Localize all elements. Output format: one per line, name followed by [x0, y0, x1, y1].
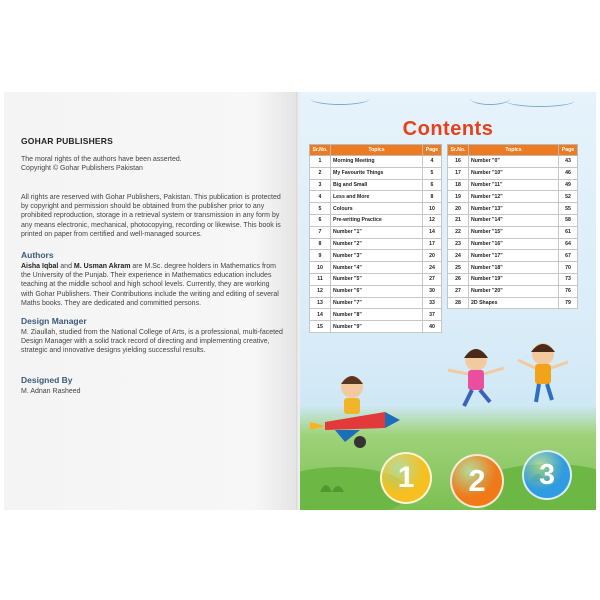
- row-page-number: 27: [423, 273, 442, 285]
- illustration-scene: [300, 342, 596, 510]
- row-topic: Pre-writing Practice: [331, 214, 423, 226]
- left-page: [4, 92, 298, 510]
- designed-by-text: M. Adnan Rasheed: [21, 388, 81, 395]
- row-page-number: 79: [559, 297, 578, 309]
- row-topic: Number "11": [469, 179, 559, 191]
- row-page-number: 46: [559, 167, 578, 179]
- number-ball-1: 1: [380, 452, 432, 504]
- row-topic: My Favourite Things: [331, 167, 423, 179]
- row-page-number: 24: [423, 262, 442, 274]
- moral-rights-block: [21, 155, 283, 173]
- header-sr: Sr.No.: [448, 145, 469, 156]
- table-row: [310, 309, 442, 321]
- row-page-number: 61: [559, 226, 578, 238]
- row-page-number: 70: [559, 262, 578, 274]
- table-row: [448, 238, 578, 250]
- row-sr-number: 16: [448, 156, 469, 168]
- row-topic: Colours: [331, 203, 423, 215]
- copyright-text: Copyright © Gohar Publishers Pakistan: [21, 165, 143, 173]
- row-topic: Number "19": [469, 273, 559, 285]
- open-book: [4, 92, 596, 510]
- row-topic: Number "13": [469, 203, 559, 215]
- row-topic: Number "8": [331, 309, 423, 321]
- row-page-number: 64: [559, 238, 578, 250]
- row-sr-number: 1: [310, 156, 331, 168]
- row-sr-number: 2: [310, 167, 331, 179]
- row-sr-number: 20: [448, 203, 469, 215]
- row-topic: Number "16": [469, 238, 559, 250]
- row-sr-number: 25: [448, 262, 469, 274]
- header-topics: Topics: [469, 145, 559, 156]
- rights-text: All rights are reserved with Gohar Publishers, Pakistan. This publication is protected by copyright and permission should be obtained from the publisher prior to any prohibited reproduction, storage in a retrieval system or transmission in any form by any means electronic, mechanical, photocopying, recording or likewise. This book is printed on paper from certified and well-managed sources.: [21, 194, 281, 238]
- table-row: [448, 250, 578, 262]
- number-ball-2: 2: [450, 454, 504, 508]
- authors-paragraph: [21, 262, 283, 308]
- header-page: Page: [423, 145, 442, 156]
- table-row: [310, 297, 442, 309]
- row-page-number: 33: [423, 297, 442, 309]
- row-topic: Number "0": [469, 156, 559, 168]
- authors-heading: Authors: [21, 250, 54, 260]
- table-row: [310, 179, 442, 191]
- design-manager-text: M. Ziaullah, studied from the National College of Arts, is a professional, multi-faceted Design Manager with a solid track record of directing and implementing creative, strategic and innovative designs yielding successful results.: [21, 329, 283, 355]
- table-header-row: [448, 145, 578, 156]
- row-page-number: 58: [559, 214, 578, 226]
- row-topic: Number "1": [331, 226, 423, 238]
- row-sr-number: 9: [310, 250, 331, 262]
- row-page-number: 12: [423, 214, 442, 226]
- authors-and: and: [58, 263, 74, 270]
- row-topic: Number "5": [331, 273, 423, 285]
- row-page-number: 43: [559, 156, 578, 168]
- row-topic: Number "10": [469, 167, 559, 179]
- row-topic: Number "20": [469, 285, 559, 297]
- row-topic: Number "2": [331, 238, 423, 250]
- right-page: [300, 92, 596, 510]
- row-page-number: 40: [423, 321, 442, 333]
- row-sr-number: 19: [448, 191, 469, 203]
- row-topic: Number "9": [331, 321, 423, 333]
- row-sr-number: 22: [448, 226, 469, 238]
- table-row: [448, 167, 578, 179]
- row-page-number: 8: [423, 191, 442, 203]
- row-sr-number: 13: [310, 297, 331, 309]
- row-sr-number: 4: [310, 191, 331, 203]
- girl-jumping-illustration: [448, 349, 504, 406]
- table-row: [310, 238, 442, 250]
- row-topic: Number "17": [469, 250, 559, 262]
- table-row: [310, 203, 442, 215]
- row-topic: Number "7": [331, 297, 423, 309]
- row-sr-number: 8: [310, 238, 331, 250]
- row-topic: Number "15": [469, 226, 559, 238]
- row-sr-number: 27: [448, 285, 469, 297]
- row-sr-number: 23: [448, 238, 469, 250]
- row-page-number: 5: [423, 167, 442, 179]
- header-page: Page: [559, 145, 578, 156]
- row-page-number: 17: [423, 238, 442, 250]
- publisher-title: GOHAR PUBLISHERS: [21, 136, 113, 146]
- row-page-number: 73: [559, 273, 578, 285]
- row-page-number: 14: [423, 226, 442, 238]
- table-row: [310, 321, 442, 333]
- row-page-number: 67: [559, 250, 578, 262]
- cloud-decoration: [310, 92, 370, 105]
- row-page-number: 37: [423, 309, 442, 321]
- table-row: [310, 191, 442, 203]
- table-row: [310, 262, 442, 274]
- row-sr-number: 10: [310, 262, 331, 274]
- authors-bio: are M.Sc. degree holders in Mathematics from the University of the Punjab. Their experience in Mathematics education includes teaching at the middle school and high school levels. Currently, they are working with Gohar Publishers. Their Contributions include the writing and editing of several Maths books. They are dedicated and committed persons.: [21, 263, 279, 307]
- row-page-number: 49: [559, 179, 578, 191]
- row-page-number: 6: [423, 179, 442, 191]
- row-page-number: 10: [423, 203, 442, 215]
- table-row: [310, 156, 442, 168]
- row-topic: Less and More: [331, 191, 423, 203]
- table-row: [448, 285, 578, 297]
- row-topic: Big and Small: [331, 179, 423, 191]
- row-sr-number: 28: [448, 297, 469, 309]
- row-sr-number: 5: [310, 203, 331, 215]
- row-topic: Number "18": [469, 262, 559, 274]
- row-page-number: 52: [559, 191, 578, 203]
- row-topic: Number "14": [469, 214, 559, 226]
- boy-on-rocket-illustration: [341, 376, 363, 414]
- row-topic: Number "12": [469, 191, 559, 203]
- row-page-number: 55: [559, 203, 578, 215]
- row-topic: Number "3": [331, 250, 423, 262]
- cloud-decoration: [470, 92, 510, 105]
- row-topic: 2D Shapes: [469, 297, 559, 309]
- row-sr-number: 21: [448, 214, 469, 226]
- rocket-illustration: [310, 412, 400, 448]
- table-row: [448, 262, 578, 274]
- boy-jumping-illustration: [518, 343, 568, 402]
- contents-table-left-body: [310, 156, 442, 333]
- header-sr: Sr.No.: [310, 145, 331, 156]
- table-row: [448, 179, 578, 191]
- contents-table-right-body: [448, 156, 578, 309]
- row-sr-number: 15: [310, 321, 331, 333]
- table-row: [448, 214, 578, 226]
- table-row: [448, 191, 578, 203]
- table-header-row: [310, 145, 442, 156]
- contents-title: Contents: [402, 118, 494, 140]
- table-row: [448, 226, 578, 238]
- table-row: [310, 214, 442, 226]
- table-row: [310, 250, 442, 262]
- design-manager-heading: Design Manager: [21, 316, 87, 326]
- contents-table-right: [447, 144, 578, 309]
- row-page-number: 76: [559, 285, 578, 297]
- table-row: [310, 226, 442, 238]
- table-row: [448, 203, 578, 215]
- cloud-decoration: [505, 94, 575, 107]
- table-row: [448, 273, 578, 285]
- table-row: [310, 285, 442, 297]
- contents-table-left: [309, 144, 442, 333]
- row-topic: Morning Meeting: [331, 156, 423, 168]
- designed-by-heading: Designed By: [21, 375, 73, 385]
- row-sr-number: 3: [310, 179, 331, 191]
- moral-rights-text: The moral rights of the authors have been asserted.: [21, 156, 182, 163]
- author-2-name: M. Usman Akram: [73, 263, 131, 270]
- row-page-number: 30: [423, 285, 442, 297]
- row-topic: Number "6": [331, 285, 423, 297]
- row-sr-number: 24: [448, 250, 469, 262]
- author-1-name: Aisha Iqbal: [21, 263, 59, 270]
- row-sr-number: 6: [310, 214, 331, 226]
- row-sr-number: 18: [448, 179, 469, 191]
- row-sr-number: 17: [448, 167, 469, 179]
- row-sr-number: 12: [310, 285, 331, 297]
- table-row: [448, 297, 578, 309]
- row-sr-number: 26: [448, 273, 469, 285]
- table-row: [310, 167, 442, 179]
- row-topic: Number "4": [331, 262, 423, 274]
- row-sr-number: 14: [310, 309, 331, 321]
- row-sr-number: 11: [310, 273, 331, 285]
- number-ball-3: 3: [522, 450, 572, 500]
- header-topics: Topics: [331, 145, 423, 156]
- table-row: [448, 156, 578, 168]
- row-page-number: 4: [423, 156, 442, 168]
- row-page-number: 20: [423, 250, 442, 262]
- table-row: [310, 273, 442, 285]
- row-sr-number: 7: [310, 226, 331, 238]
